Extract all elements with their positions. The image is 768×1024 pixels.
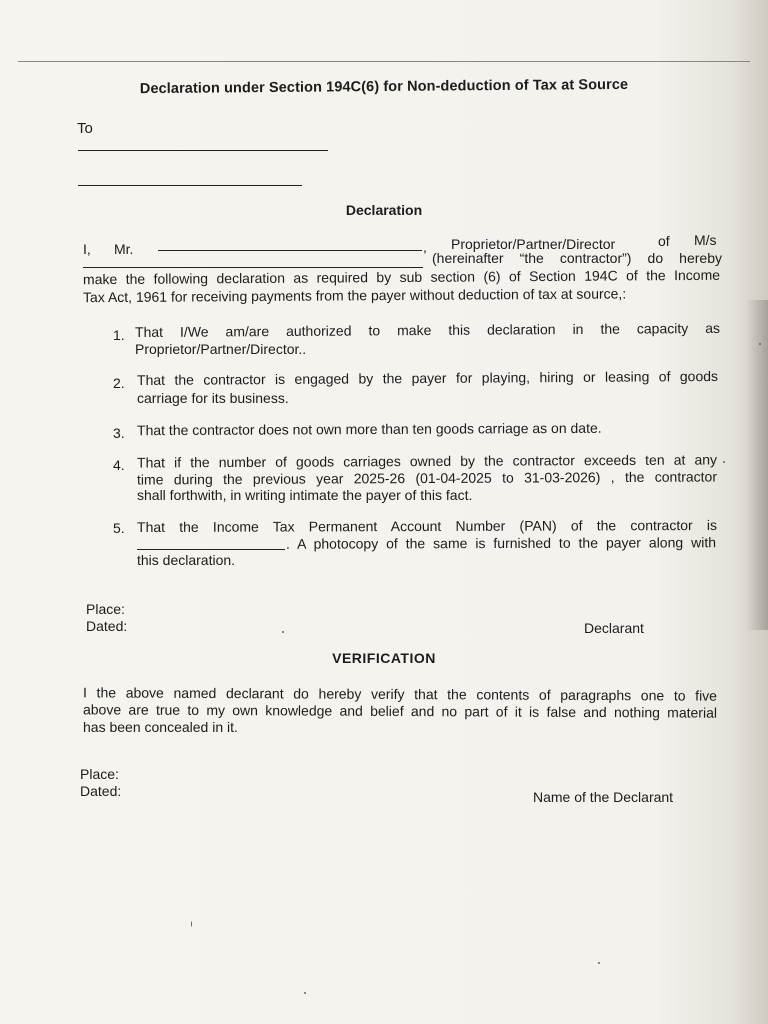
to-address-line-1 — [78, 150, 328, 151]
item-4-number: 4. — [113, 457, 125, 473]
top-rule — [18, 61, 750, 62]
scan-speck — [304, 992, 306, 994]
item-3-line-1: That the contractor does not own more than ten goods carriage as on date. — [136, 419, 602, 439]
verification-line-3: has been concealed in it. — [83, 719, 238, 735]
dated-label-1: Dated: — [86, 618, 128, 634]
intro-line-4: Tax Act, 1961 for receiving payments from the payer without deduction of tax at source,: — [82, 285, 627, 306]
item-1-number: 1. — [113, 327, 125, 343]
scan-speck — [598, 962, 600, 964]
scan-edge-shadow — [746, 300, 768, 630]
item-2-number: 2. — [113, 375, 125, 391]
intro-i-label: I, — [83, 241, 91, 257]
firm-blank-line — [83, 267, 423, 268]
intro-role-text: Proprietor/Partner/Director — [451, 236, 616, 252]
declaration-heading: Declaration — [345, 202, 423, 218]
item-1-line-2: Proprietor/Partner/Director.. — [135, 341, 307, 357]
scan-speck — [191, 921, 192, 927]
dated-label-2: Dated: — [80, 783, 122, 799]
intro-hereinafter: (hereinafter “the contractor”) do hereby — [432, 250, 722, 266]
verification-line-1: I the above named declarant do hereby verify that the contents of paragraphs one to five — [82, 684, 718, 704]
pan-blank-line — [137, 549, 285, 550]
document-title: Declaration under Section 194C(6) for Non-deduction of Tax at Source — [139, 76, 629, 98]
item-4-line-1: That if the number of goods carriages owned by the contractor exceeds ten at any — [136, 451, 718, 471]
declarant-name-label: Name of the Declarant — [533, 789, 674, 805]
item-2-line-1: That the contractor is engaged by the payer for playing, hiring or leasing of goods — [136, 367, 719, 389]
item-5-line-1: That the Income Tax Permanent Account Number (PAN) of the contractor is — [136, 516, 718, 536]
place-label-2: Place: — [80, 766, 119, 782]
intro-of-text: of — [658, 233, 670, 249]
place-label-1: Place: — [86, 601, 125, 617]
name-blank-line — [158, 250, 422, 251]
verification-line-2: above are true to my own knowledge and belief and no part of it is false and nothing material — [82, 701, 718, 721]
item-5-number: 5. — [113, 520, 125, 536]
intro-line-3: make the following declaration as required by sub section (6) of Section 194C of the Income — [82, 266, 721, 288]
item-1-line-1: That I/We am/are authorized to make this declaration in the capacity as — [134, 319, 721, 341]
item-3-number: 3. — [113, 425, 125, 441]
scan-speck — [282, 631, 284, 633]
verification-heading: VERIFICATION — [332, 650, 436, 666]
item-5-line-3: this declaration. — [137, 552, 236, 568]
intro-ms-text: M/s — [694, 232, 717, 248]
to-address-line-2 — [78, 185, 302, 186]
item-4-line-2: time during the previous year 2025-26 (01-04-2025 to 31-03-2026) , the contractor — [136, 468, 718, 488]
intro-comma: , — [423, 239, 427, 255]
item-5-line-2: . A photocopy of the same is furnished to the payer along with — [285, 534, 717, 552]
intro-mr-label: Mr. — [114, 241, 134, 257]
declarant-label: Declarant — [584, 620, 644, 636]
to-label: To — [77, 120, 93, 137]
scan-speck — [759, 343, 761, 345]
item-2-line-2: carriage for its business. — [137, 390, 289, 406]
scan-speck — [723, 461, 725, 463]
item-4-line-3: shall forthwith, in writing intimate the payer of this fact. — [137, 487, 473, 503]
